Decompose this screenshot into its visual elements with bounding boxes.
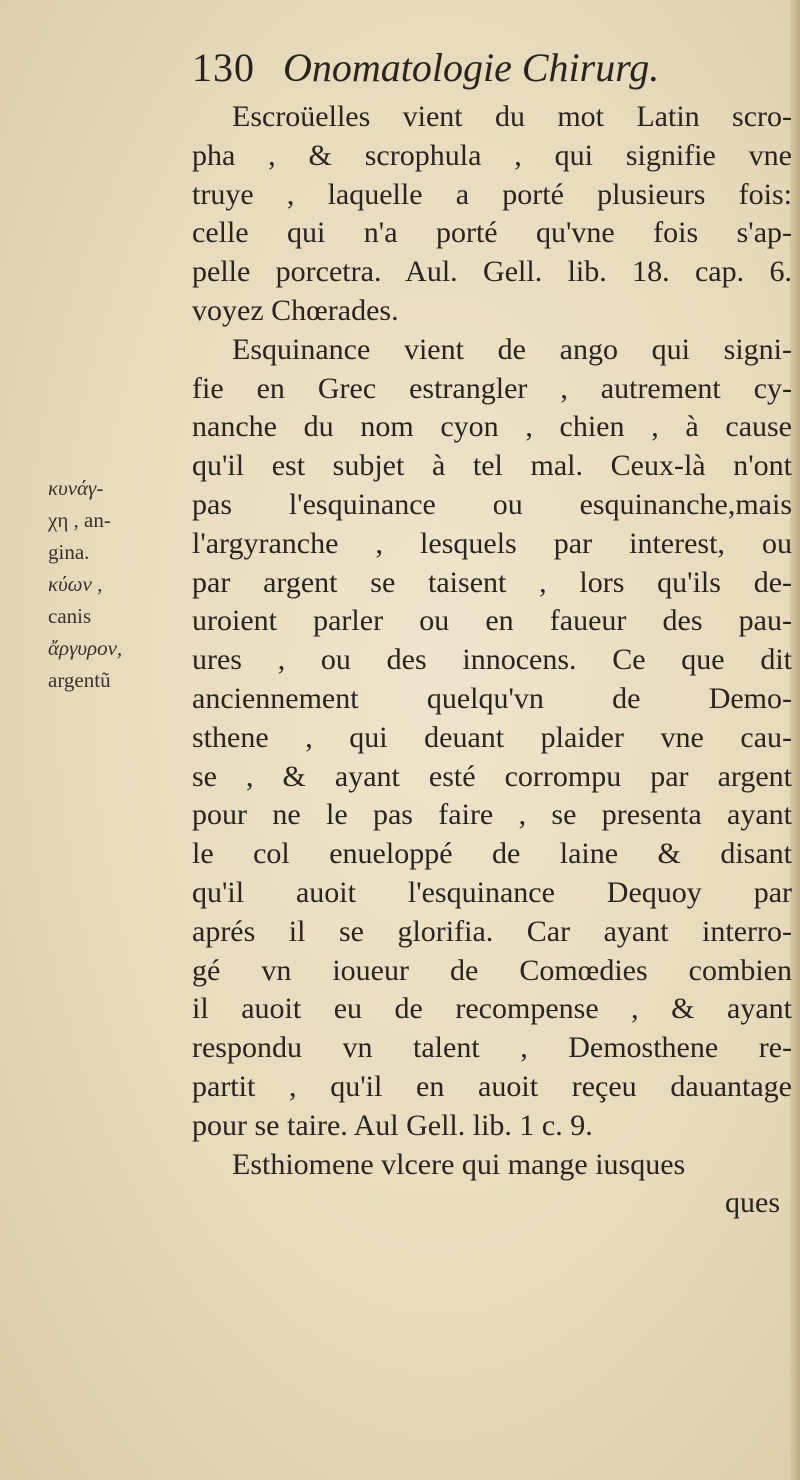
margin-note: argentũ: [48, 668, 111, 692]
text-line: voyez Chœrades.: [192, 293, 399, 327]
text-line: aprés il se glorifia. Car ayant interro-: [192, 914, 792, 948]
margin-note: κύων ,: [48, 572, 103, 596]
running-title: Onomatologie Chirurg.: [283, 45, 660, 90]
text-line: fie en Grec estrangler , autrement cy-: [192, 371, 792, 405]
text-line: Esquinance vient de ango qui signi-: [232, 332, 792, 366]
text-line: ures , ou des innocens. Ce que dit: [192, 643, 792, 677]
margin-note: ἄργυρον,: [48, 636, 123, 660]
text-line: qu'il est subjet à tel mal. Ceux-là n'ont: [192, 449, 792, 483]
text-line: respondu vn talent , Demosthene re-: [192, 1031, 792, 1065]
text-line: uroient parler ou en faueur des pau-: [192, 604, 792, 638]
text-line: pas l'esquinance ou esquinanche,mais: [192, 487, 792, 521]
text-line: gé vn ioueur de Comœdies combien: [192, 953, 792, 987]
page-header: [192, 38, 782, 98]
text-line: pour se taire. Aul Gell. lib. 1 c. 9.: [192, 1108, 593, 1142]
text-line: anciennement quelqu'vn de Demo-: [192, 681, 792, 715]
text-line: pha , & scrophula , qui signifie vne: [192, 138, 792, 172]
text-line: nanche du nom cyon , chien , à cause: [192, 410, 792, 444]
text-line: pelle porcetra. Aul. Gell. lib. 18. cap. 6.: [192, 255, 792, 289]
page-number: 130: [192, 45, 255, 90]
text-line: celle qui n'a porté qu'vne fois s'ap-: [192, 216, 792, 250]
catchword: ques: [725, 1186, 780, 1220]
text-line: partit , qu'il en auoit reçeu dauantage: [192, 1069, 792, 1103]
text-line: l'argyranche , lesquels par interest, ou: [192, 526, 792, 560]
text-line: le col enueloppé de laine & disant: [192, 837, 792, 871]
body-text: [192, 98, 792, 1223]
margin-note: gina.: [48, 540, 90, 564]
text-line: par argent se taisent , lors qu'ils de-: [192, 565, 792, 599]
text-line: il auoit eu de recompense , & ayant: [192, 992, 792, 1026]
margin-notes: [48, 472, 188, 696]
text-line: Escroüelles vient du mot Latin scro-: [232, 100, 792, 133]
margin-note: χη , an-: [48, 508, 111, 532]
text-line: se , & ayant esté corrompu par argent: [192, 759, 792, 793]
text-line: qu'il auoit l'esquinance Dequoy par: [192, 875, 792, 909]
margin-note: κυνάγ-: [48, 476, 104, 500]
text-line: sthene , qui deuant plaider vne cau-: [192, 720, 792, 754]
text-line: Esthiomene vlcere qui mange iusques: [232, 1147, 686, 1181]
text-line: pour ne le pas faire , se presenta ayant: [192, 798, 792, 832]
margin-note: canis: [48, 604, 92, 628]
text-line: truye , laquelle a porté plusieurs fois:: [192, 177, 792, 211]
